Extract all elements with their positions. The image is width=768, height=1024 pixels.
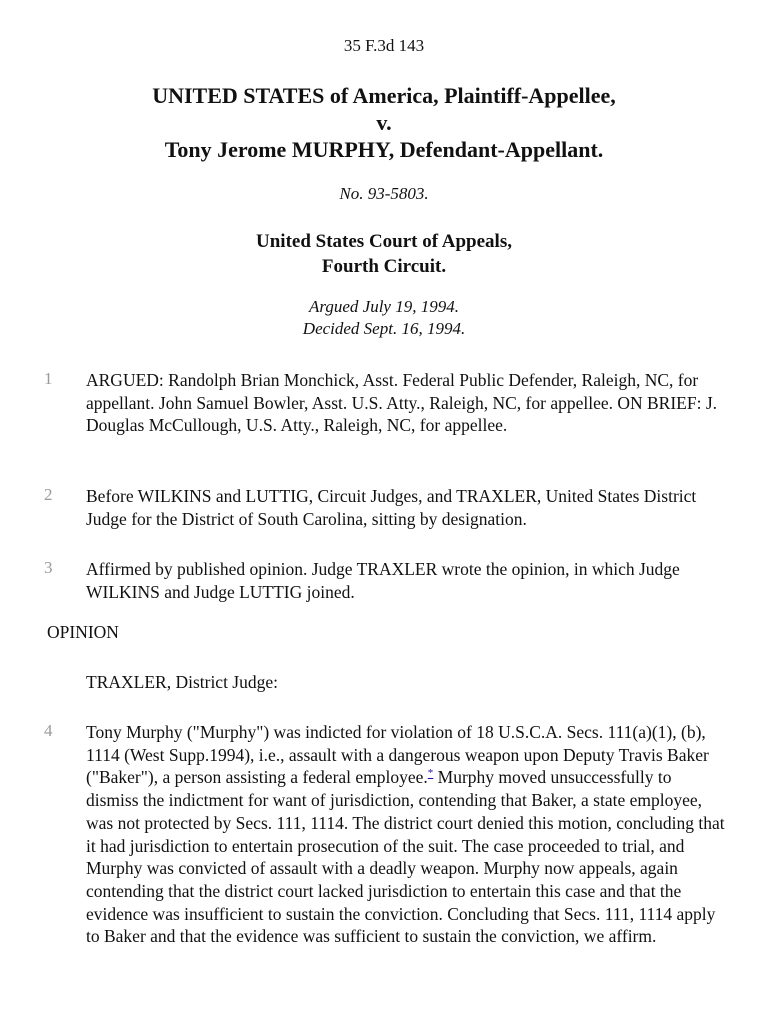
paragraph-counsel: ARGUED: Randolph Brian Monchick, Asst. Federal Public Defender, Raleigh, NC, for appellant. John Samuel Bowler, Asst. U.S. Atty., Raleigh, NC, for appellee. ON BRIEF: J. Douglas McCullough, U.S. Atty., Raleigh, NC, for appellee. (86, 370, 718, 436)
author-line: TRAXLER, District Judge: (86, 672, 278, 692)
paragraph-text-after-footnote: Murphy moved unsuccessfully to dismiss the indictment for want of jurisdiction, contending that Baker, a state employee, was not protected by Secs. 111, 1114. The district court denied this motion, concluding that it had jurisdiction to entertain prosecution of the suit. The case proceeded to trial, and Murphy was convicted of assault with a deadly weapon. Murphy now appeals, again contending that the district court lacked jurisdiction to entertain this case and that the evidence was insufficient to sustain the conviction. Concluding that Secs. 111, 1114 apply to Baker and that the evidence was sufficient to sustain the conviction, we affirm. (86, 767, 725, 947)
caption-plaintiff: UNITED STATES of America, Plaintiff-Appellee, (152, 83, 616, 108)
decided-date: Decided Sept. 16, 1994. (302, 319, 466, 338)
paragraph-opinion-intro (86, 721, 726, 948)
paragraph-panel: Before WILKINS and LUTTIG, Circuit Judges, and TRAXLER, United States District Judge for the District of South Carolina, sitting by designation. (86, 486, 697, 529)
footnote-link[interactable]: * (427, 767, 434, 780)
paragraph-text-before-footnote: Tony Murphy ("Murphy") was indicted for violation of 18 U.S.C.A. Secs. 111(a)(1), (b), 1114 (West Supp.1994), i.e., assault with a dangerous weapon upon Deputy Travis Baker ("Baker"), a person assisting a federal employee. (86, 722, 709, 788)
case-caption (0, 82, 768, 163)
paragraph-number: 3 (44, 558, 53, 577)
opinion-heading: OPINION (47, 622, 119, 642)
paragraph-number: 1 (44, 369, 53, 388)
court-name-line1: United States Court of Appeals, (256, 231, 512, 252)
court-name-line2: Fourth Circuit. (321, 256, 447, 277)
paragraph-number: 2 (44, 485, 53, 504)
caption-defendant: Tony Jerome MURPHY, Defendant-Appellant. (164, 137, 604, 162)
case-citation: 35 F.3d 143 (343, 36, 425, 55)
case-dates (0, 296, 768, 340)
paragraph-number: 4 (44, 721, 53, 740)
court-name (0, 229, 768, 279)
paragraph-disposition: Affirmed by published opinion. Judge TRAXLER wrote the opinion, in which Judge WILKINS and Judge LUTTIG joined. (86, 559, 680, 602)
argued-date: Argued July 19, 1994. (309, 297, 459, 316)
docket-number: No. 93-5803. (339, 184, 429, 203)
caption-versus: v. (376, 110, 392, 135)
